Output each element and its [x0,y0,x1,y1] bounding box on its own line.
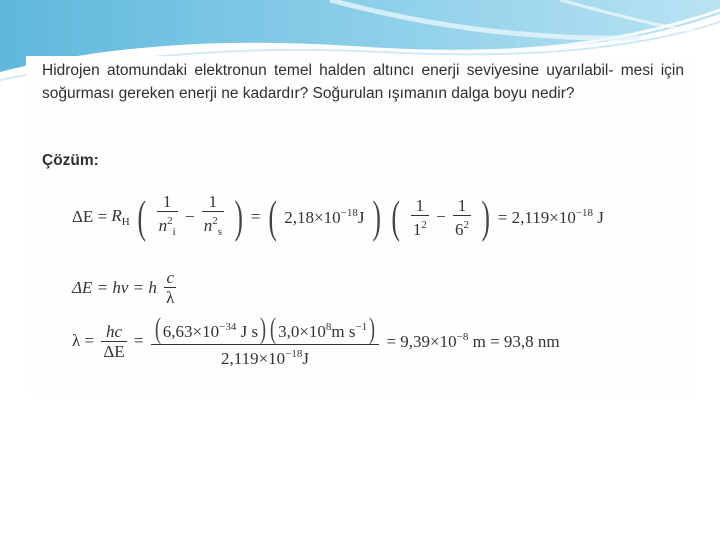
solution-title: Çözüm: [42,152,99,169]
content-panel [26,56,696,394]
equals-sign: = [250,207,261,226]
question-line-2: mesi için soğurması gereken enerji ne kadardır? Soğurulan ışımanın dalga boyu [42,62,684,102]
question-line-3: nedir? [531,85,575,102]
fraction-hc-over-delta-e: $\frac{hc}{\Delta E}$ [103,321,125,361]
wavelength-result: = $9,39\times 10^{-8}$ m = 93,8 nm [386,330,560,351]
fraction-1-over-ns2: $\frac{1}{n^2_s}$ [203,192,223,238]
planck-lhs: ΔE = hν = h [72,277,157,297]
fraction-wavelength-values: $\frac{( 6,63\times 10^{-34} J s) ( 3,0\times 10^8m s^{-1})}{2,119\times 10^{-18}J}$ [151,314,379,368]
energy-result: = $2,119\times 10^{-18}$ J [497,206,604,227]
planck-relation-equation [72,268,179,307]
minus-sign: − [184,207,195,226]
fraction-1-over-ni2: $\frac{1}{n^2_i}$ [158,192,176,238]
fraction-1-over-6sq: $\frac{1}{6^2}$ [454,195,469,239]
speed-of-light-value: $3,0\times 10^8m$ $s^{-1}$ [278,320,368,341]
paren-open: ( [137,191,146,242]
lambda-lhs: λ = [72,331,95,350]
question-text [42,59,684,105]
rydberg-subscript: H [121,216,130,228]
question-line-1: Hidrojen atomundaki elektronun temel halden altıncı enerji seviyesine uyarılabil- [42,62,614,79]
rydberg-symbol: R [111,206,122,225]
fraction-c-over-lambda: $\frac{c}{\lambda}$ [166,268,175,307]
energy-denominator-value: $2,119\times 10^{-18}J$ [220,348,310,368]
wavelength-equation: λ = $\frac{hc}{\Delta E}$ = $\frac{( 6,63\times 10^{-34} J s) ( 3,0\times 10^8m s^{-1})}{2,119\times 10^{-18}J}$ = $9,39\times 10^{-8}$ m = 93,8 nm [72,312,560,368]
energy-equation: $\Delta E = R_H$ ( $\frac{1}{n^2_i}$ − $\frac{1}{n^2_s}$ ) = ( $2,18\times 10^{-18}J$ ) ( $\frac{1}{1^2}$ − $\frac{1}{6^2}$ ) = $2,119\times 10^{-18}$ J [72,191,604,242]
fraction-1-over-1sq: $\frac{1}{1^2}$ [412,195,427,239]
planck-constant-value: $6,63\times 10^{-34}$ J s [162,320,259,341]
delta-e-label: ΔE = [72,207,108,226]
rydberg-constant-value: $2,18\times 10^{-18}J$ [284,206,365,227]
